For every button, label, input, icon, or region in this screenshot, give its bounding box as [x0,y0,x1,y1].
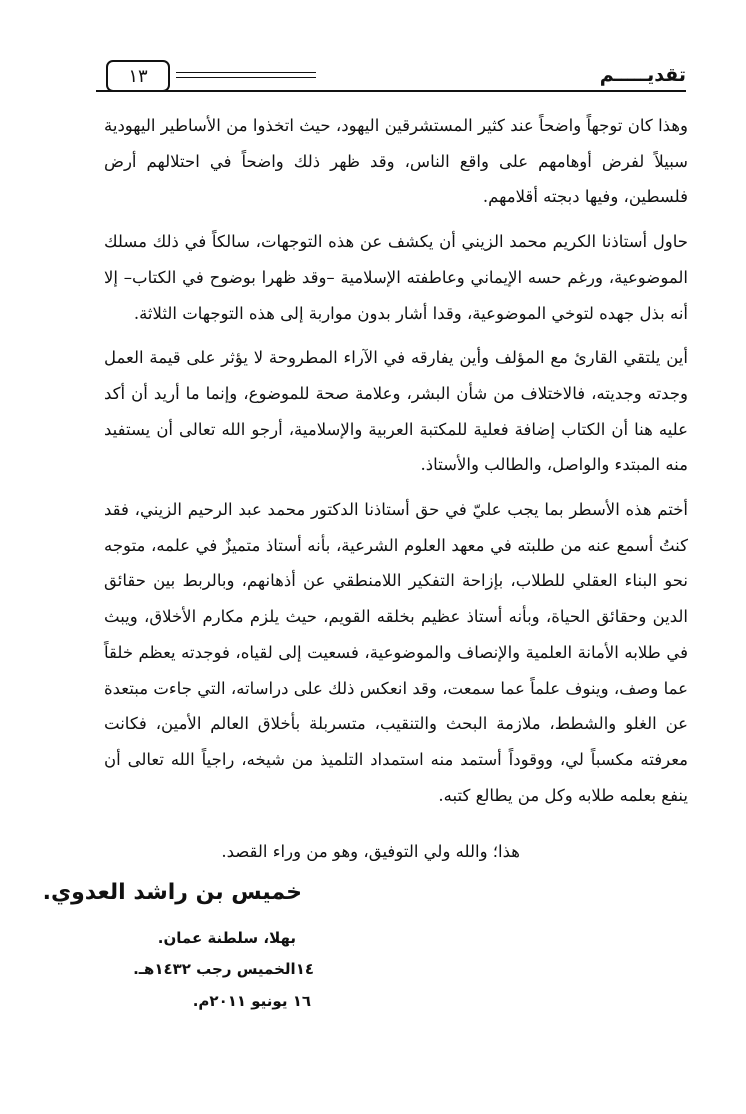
body-text [104,108,688,822]
page-header [96,58,686,98]
author-name: خميس بن راشد العدوي. [42,880,302,905]
page-number: ١٣ [106,60,170,92]
chapter-title: تقديـــــم [599,64,686,86]
header-rule [96,90,686,92]
signature-date-gregorian: ١٦ يونيو ٢٠١١م. [192,992,311,1010]
signature-date-hijri: ١٤الخميس رجب ١٤٣٢هـ. [133,960,314,978]
paragraph: أختم هذه الأسطر بما يجب عليّ في حق أستاذنا الدكتور محمد عبد الرحيم الزيني، فقد كنتُ أسمع عنه من طلبته في معهد العلوم الشرعية، بأنه أستاذ متميزٌ في علمه، متوجه نحو البناء العقلي للطلاب، بإزاحة التفكير اللامنطقي عن أذهانهم، وبالربط بين حقائق الدين وحقائق الحياة، وبأنه أستاذ عظيم بخلقه القويم، حيث يلزم مكارم الأخلاق، ويبث في طلابه الأمانة العلمية والإنصاف والموضوعية، فسعيت إلى لقياه، فوجدته يعظم خلقاً عما وصف، وينوف علماً عما سمعت، وقد انعكس ذلك على دراساته، التي جاءت مبتعدة عن الغلو والشطط، ملازمة البحث والتنقيب، متسربلة بأخلاق العالم الأمين، فكانت معرفته مكسباً لي، ووقوداً أستمد منه استمداد التلميذ من شيخه، راجياً الله تعالى أن ينفع بعلمه طلابه وكل من يطالع كتبه. [104,500,688,805]
paragraph: حاول أستاذنا الكريم محمد الزيني أن يكشف عن هذه التوجهات، سالكاً في ذلك مسلك الموضوعية، ورغم حسه الإيماني وعاطفته الإسلامية –وقد ظهرا بوضوح في الكتاب– إلا أنه بذل جهده لتوخي الموضوعية، وقدا أشار بدون مواربة إلى هذه التوجهات الثلاثة. [104,232,688,323]
signature-place: بهلا، سلطنة عمان. [157,929,296,947]
header-decoration [176,72,316,84]
closing-line: هذا؛ والله ولي التوفيق، وهو من وراء القصد. [221,842,520,861]
paragraph: أين يلتقي القارئ مع المؤلف وأين يفارقه في الآراء المطروحة لا يؤثر على قيمة العمل وجدته وجديته، فالاختلاف من شأن البشر، وعلامة صحة للموضوع، وإنما ما أريد أن أكد عليه هنا أن الكتاب إضافة فعلية للمكتبة العربية والإسلامية، أرجو الله تعالى أن يستفيد منه المبتدء والواصل، والطالب والأستاذ. [104,348,688,475]
paragraph: وهذا كان توجهاً واضحاً عند كثير المستشرقين اليهود، حيث اتخذوا من الأساطير اليهودية سبيلاً لفرض أوهامهم على واقع الناس، وقد ظهر ذلك واضحاً في احتلالهم أرض فلسطين، وفيها دبجته أقلامهم. [104,116,688,207]
